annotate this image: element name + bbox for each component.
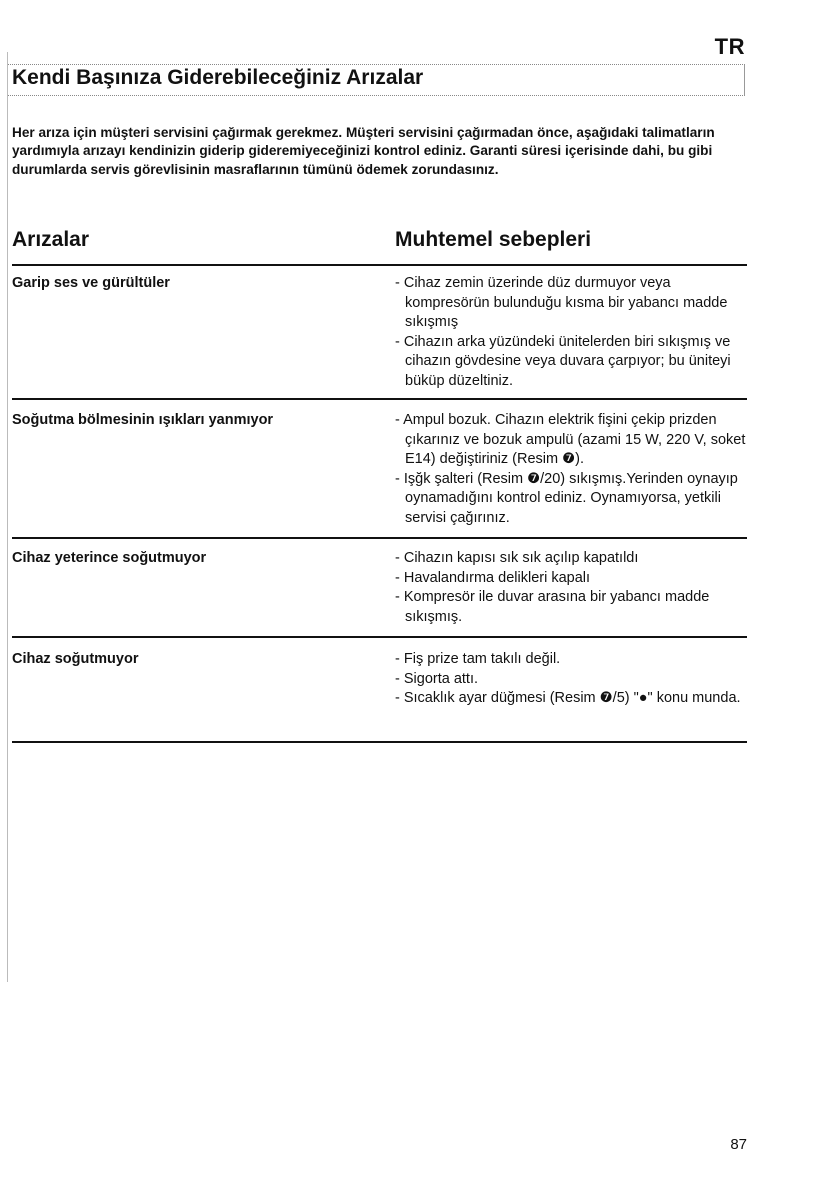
page-title: Kendi Başınıza Giderebileceğiniz Arızalar bbox=[12, 66, 424, 89]
cause-item: - Ampul bozuk. Cihazın elektrik fişini çekip prizden çıkarınız ve bozuk ampulü (azami 15 W, 220 V, soket E14) değiştiriniz (Resim ❼). bbox=[395, 411, 747, 470]
cause-item: - Fiş prize tam takılı değil. bbox=[395, 650, 747, 670]
fault-label: Garip ses ve gürültüler bbox=[12, 275, 170, 291]
table-rule bbox=[12, 537, 747, 539]
cause-item: - Işğk şalteri (Resim ❼/20) sıkışmış.Yerinden oynayıp oynamadığını kontrol ediniz. Oynamıyorsa, yetkili servisi çağırınız. bbox=[395, 470, 747, 529]
margin-line bbox=[7, 52, 8, 982]
cause-list bbox=[395, 650, 747, 709]
table-rule bbox=[12, 398, 747, 400]
column-heading-faults: Arızalar bbox=[12, 228, 90, 251]
cause-item: - Sigorta attı. bbox=[395, 670, 747, 690]
cause-item: - Cihazın arka yüzündeki ünitelerden biri sıkışmış ve cihazın gövdesine veya duvara çarpıyor; bu üniteyi büküp düzeltiniz. bbox=[395, 333, 747, 392]
cause-list bbox=[395, 549, 747, 627]
column-heading-causes: Muhtemel sebepleri bbox=[395, 228, 592, 251]
page-number: 87 bbox=[730, 1136, 747, 1153]
cause-item: - Cihazın kapısı sık sık açılıp kapatıldı bbox=[395, 549, 747, 569]
cause-item: - Sıcaklık ayar düğmesi (Resim ❼/5) "●" konu munda. bbox=[395, 689, 747, 709]
cause-item: - Kompresör ile duvar arasına bir yabancı madde sıkışmış. bbox=[395, 588, 747, 627]
fault-label: Soğutma bölmesinin ışıkları yanmıyor bbox=[12, 412, 274, 428]
fault-label: Cihaz yeterince soğutmuyor bbox=[12, 550, 207, 566]
intro-paragraph: Her arıza için müşteri servisini çağırmak gerekmez. Müşteri servisini çağırmadan önce, aşağıdaki talimatların yardımıyla arızayı kendinizin giderip gideremiyeceğinizi kontrol ediniz. Garanti süresi içerisinde dahi, bu gibi durumlarda servis görevlisinin masraflarının tümünü ödemek zorundasınız. bbox=[12, 125, 715, 177]
table-rule bbox=[12, 636, 747, 638]
cause-list bbox=[395, 411, 747, 529]
table-rule bbox=[12, 741, 747, 743]
cause-item: - Cihaz zemin üzerinde düz durmuyor veya kompresörün bulunduğu kısma bir yabancı madde sıkışmış bbox=[395, 274, 747, 333]
cause-item: - Havalandırma delikleri kapalı bbox=[395, 569, 747, 589]
table-rule bbox=[12, 264, 747, 266]
language-code: TR bbox=[714, 34, 745, 59]
cause-list bbox=[395, 274, 747, 392]
fault-label: Cihaz soğutmuyor bbox=[12, 651, 139, 667]
